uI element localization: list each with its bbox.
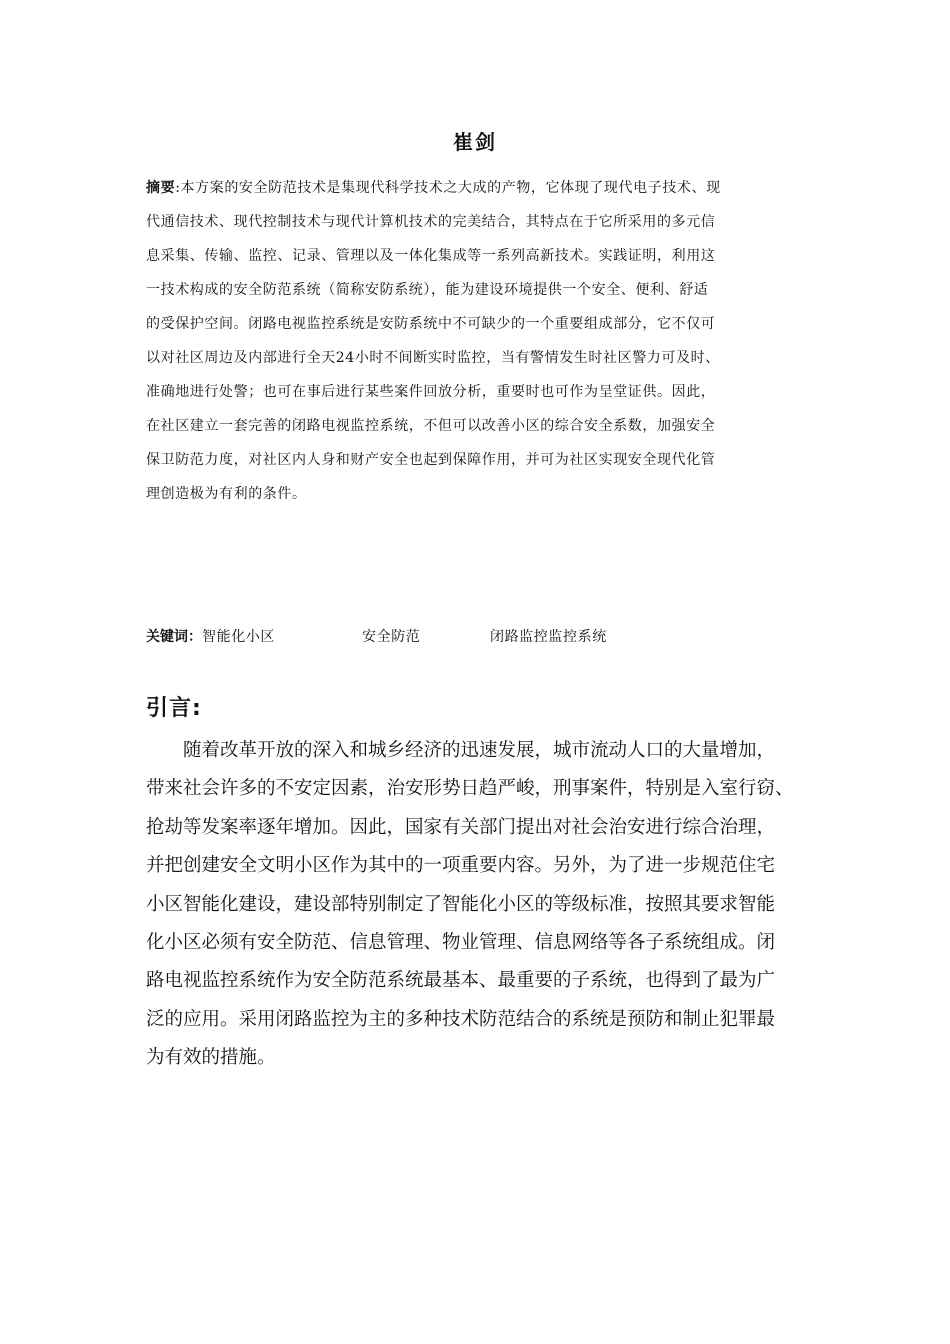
abstract-line: 代通信技术、现代控制技术与现代计算机技术的完美结合，其特点在于它所采用的多元信 bbox=[146, 214, 716, 230]
intro-line: 化小区必须有安全防范、信息管理、物业管理、信息网络等各子系统组成。闭 bbox=[146, 932, 776, 954]
abstract-line bbox=[146, 171, 810, 205]
keywords-label: 关键词： bbox=[146, 629, 202, 645]
keyword-item: 闭路监控监控系统 bbox=[490, 629, 607, 645]
keyword-item: 智能化小区 bbox=[202, 629, 275, 645]
intro-line: 路电视监控系统作为安全防范系统最基本、最重要的子系统，也得到了最为广 bbox=[146, 970, 776, 992]
abstract-line: 在社区建立一套完善的闭路电视监控系统，不但可以改善小区的综合安全系数，加强安全 bbox=[146, 418, 716, 434]
abstract-line: 的受保护空间。闭路电视监控系统是安防系统中不可缺少的一个重要组成部分，它不仅可 bbox=[146, 316, 716, 332]
abstract-text: :本方案的安全防范技术是集现代科学技术之大成的产物，它体现了现代电子技术、现 bbox=[175, 180, 721, 196]
keywords-row bbox=[146, 624, 607, 650]
introduction-heading: 引言: bbox=[146, 696, 202, 721]
intro-line: 带来社会许多的不安定因素，治安形势日趋严峻，刑事案件，特别是入室行窃、 bbox=[146, 778, 794, 800]
keyword-item: 安全防范 bbox=[362, 629, 421, 645]
intro-line: 泛的应用。采用闭路监控为主的多种技术防范结合的系统是预防和制止犯罪最 bbox=[146, 1008, 776, 1030]
abstract-line: 息采集、传输、监控、记录、管理以及一体化集成等一系列高新技术。实践证明，利用这 bbox=[146, 248, 716, 264]
introduction-body bbox=[146, 732, 826, 1078]
intro-line: 为有效的措施。 bbox=[146, 1047, 276, 1069]
intro-line: 小区智能化建设，建设部特别制定了智能化小区的等级标准，按照其要求智能 bbox=[146, 893, 776, 915]
intro-line: 并把创建安全文明小区作为其中的一项重要内容。另外，为了进一步规范住宅 bbox=[146, 855, 776, 877]
abstract-line: 以对社区周边及内部进行全天24小时不间断实时监控，当有警情发生时社区警力可及时、 bbox=[146, 350, 720, 366]
author-name: 崔剑 bbox=[453, 130, 497, 154]
abstract-label: 摘要 bbox=[146, 180, 176, 196]
intro-line: 抢劫等发案率逐年增加。因此，国家有关部门提出对社会治安进行综合治理， bbox=[146, 816, 776, 838]
abstract-block bbox=[146, 171, 810, 511]
intro-line: 随着改革开放的深入和城乡经济的迅速发展，城市流动人口的大量增加， bbox=[183, 740, 776, 761]
abstract-line: 保卫防范力度，对社区内人身和财产安全也起到保障作用，并可为社区实现安全现代化管 bbox=[146, 452, 716, 468]
abstract-line: 理创造极为有利的条件。 bbox=[146, 486, 307, 502]
abstract-line: 一技术构成的安全防范系统（简称安防系统），能为建设环境提供一个安全、便利、舒适 bbox=[146, 282, 709, 298]
abstract-line: 准确地进行处警；也可在事后进行某些案件回放分析，重要时也可作为呈堂证供。因此， bbox=[146, 384, 716, 400]
